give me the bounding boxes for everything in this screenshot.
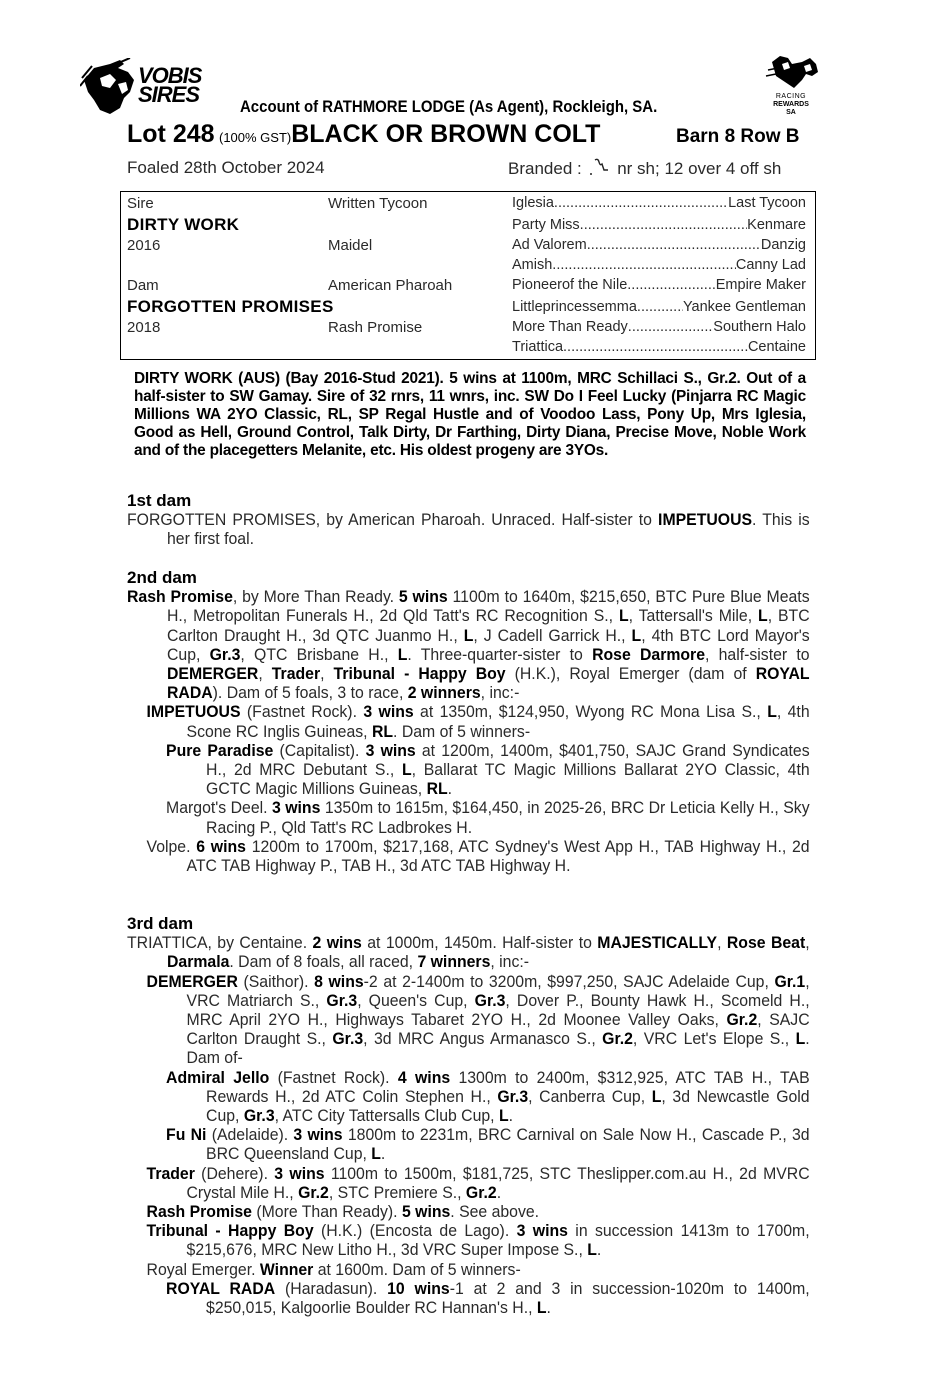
racehorse-icon <box>758 54 824 94</box>
branded-text: nr sh; 12 over 4 off sh <box>617 159 782 178</box>
third-dam-section <box>127 914 810 1317</box>
sire-dam: Maidel <box>328 237 373 254</box>
dam-name: FORGOTTEN PROMISES <box>127 297 334 316</box>
progeny-entry: Volpe. 6 wins 1200m to 1700m, $217,168, ATC Sydney's West App H., TAB Highway H., 2d ATC TAB Highway P., TAB H., 3d ATC TAB Highway H. <box>146 836 810 876</box>
progeny-entry: Admiral Jello (Fastnet Rock). 4 wins 1300m to 2400m, $312,925, ATC TAB H., TAB Rewards H., 2d ATC Colin Stephen H., Gr.3, Canberra Cup, L, 3d Newcastle Gold Cup, Gr.3, ATC City Tattersalls Club Cup, L. <box>166 1067 810 1126</box>
section-title: 3rd dam <box>127 914 194 933</box>
logo-line-1: VOBIS <box>138 63 202 88</box>
branded-info <box>508 158 781 179</box>
grandparent-row <box>512 195 806 211</box>
progeny-entry: Rash Promise (More Than Ready). 5 wins. See above. <box>146 1202 540 1222</box>
gp-right: Canny Lad <box>735 257 806 273</box>
sire-label: Sire <box>127 195 154 212</box>
grandparent-row <box>512 237 806 253</box>
gp-left: Triattica <box>512 339 564 355</box>
section-title: 2nd dam <box>127 568 197 587</box>
gp-left: Pioneerof the Nile <box>512 277 628 293</box>
sire-sire: Written Tycoon <box>328 195 428 212</box>
gp-left: Party Miss <box>512 217 580 233</box>
grandparent-row <box>512 217 806 233</box>
logo-line-2: SIRES <box>138 82 200 107</box>
progeny-entry: Royal Emerger. Winner at 1600m. Dam of 5 winners- <box>146 1259 521 1279</box>
grandparent-row <box>512 319 806 335</box>
progeny-entry: DEMERGER (Saithor). 8 wins-2 at 2-1400m to 3200m, $997,250, SAJC Adelaide Cup, Gr.1, VRC Matriarch S., Gr.3, Queen's Cup, Gr.3, Dover P., Bounty Hawk H., Scomeld H., MRC April 2YO H., Highways Tabaret 2YO H., 2d Moonee Valley Oaks, Gr.2, SAJC Carlton Draught S., Gr.3, 3d MRC Angus Armanasco S., Gr.2, VRC Let's Elope S., L. Dam of- <box>146 971 810 1068</box>
brand-mark-icon <box>586 158 612 176</box>
section-title: 1st dam <box>127 491 192 510</box>
grandparent-row <box>512 257 806 273</box>
dam-dam: Rash Promise <box>328 319 423 336</box>
gp-right: Southern Halo <box>713 319 806 335</box>
dam-entry: TRIATTICA, by Centaine. 2 wins at 1000m, 1450m. Half-sister to MAJESTICALLY, Rose Beat, Darmala. Dam of 8 foals, all raced, 7 winners, inc:- <box>127 933 810 972</box>
progeny-entry: ROYAL RADA (Haradasun). 10 wins-1 at 2 and 3 in succession-1020m to 1400m, $250,015, Kalgoorlie Boulder RC Hannan's H., L. <box>166 1278 810 1318</box>
first-dam-section <box>127 491 810 549</box>
gp-left: Littleprincessemma <box>512 299 637 315</box>
gp-right: Yankee Gentleman <box>682 299 806 315</box>
progeny-entry: Fu Ni (Adelaide). 3 wins 1800m to 2231m, BRC Carnival on Sale Now H., Cascade P., 3d BRC Queensland Cup, L. <box>166 1125 810 1164</box>
progeny-entry: Margot's Deel. 3 wins 1350m to 1615m, $164,450, in 2025-26, BRC Dr Leticia Kelly H., Sky Racing P., Qld Tatt's RC Ladbrokes H. <box>166 798 810 837</box>
progeny-entry: Trader (Dehere). 3 wins 1100m to 1500m, $181,725, STC Theslipper.com.au H., 2d MVRC Crystal Mile H., Gr.2, STC Premiere S., Gr.2. <box>146 1163 810 1202</box>
grandparent-row <box>512 299 806 315</box>
gp-right: Kenmare <box>747 217 806 233</box>
dam-entry: Rash Promise, by More Than Ready. 5 wins 1100m to 1640m, $215,650, BTC Pure Blue Meats H., Metropolitan Funerals H., 2d Qld Tatt's RC Recognition S., L, Tattersall's Mile, L, BTC Carlton Draught H., 3d QTC Juanmo H., L, J Cadell Garrick H., L, 4th BTC Lord Mayor's Cup, Gr.3, QTC Brisbane H., L. Three-quarter-sister to Rose Darmore, half-sister to DEMERGER, Trader, Tribunal - Happy Boy (H.K.), Royal Emerger (dam of ROYAL RADA). Dam of 5 foals, 3 to race, 2 winners, inc:- <box>127 587 810 703</box>
logo-line-1: RACING <box>775 93 807 100</box>
sire-name: DIRTY WORK <box>127 215 240 234</box>
gp-right: Centaine <box>747 339 806 355</box>
gst-note: (100% GST) <box>218 130 292 145</box>
jockey-horse-icon <box>80 58 140 116</box>
gp-left: Amish <box>512 257 553 273</box>
dam-year: 2018 <box>127 319 161 336</box>
vendor-account: Account of RATHMORE LODGE (As Agent), Rockleigh, SA. <box>240 97 658 116</box>
barn-location: Barn 8 Row B <box>676 126 800 147</box>
gp-right: Danzig <box>760 237 806 253</box>
progeny-entry: Tribunal - Happy Boy (H.K.) (Encosta de Lago). 3 wins in succession 1413m to 1700m, $215,676, MRC New Litho H., 3d VRC Super Impose S., L. <box>146 1221 810 1260</box>
lot-number: Lot 248 <box>127 120 215 148</box>
foaled-date: Foaled 28th October 2024 <box>127 158 325 177</box>
progeny-entry: IMPETUOUS (Fastnet Rock). 3 wins at 1350m, $124,950, Wyong RC Mona Lisa S., L, 4th Scone RC Inglis Guineas, RL. Dam of 5 winners- <box>146 702 810 741</box>
logo-line-3: SA <box>786 109 796 116</box>
gp-left: Iglesia <box>512 195 554 211</box>
colour-sex: BLACK OR BROWN COLT <box>291 120 601 148</box>
gp-left: Ad Valorem <box>512 237 587 253</box>
dam-entry: FORGOTTEN PROMISES, by American Pharoah. Unraced. Half-sister to IMPETUOUS. This is her first foal. <box>127 510 810 549</box>
lot-line <box>127 120 600 149</box>
pedigree-table <box>120 191 816 360</box>
progeny-entry: Pure Paradise (Capitalist). 3 wins at 1200m, 1400m, $401,750, SAJC Grand Syndicates H., 2d MRC Debutant S., L, Ballarat TC Magic Millions Ballarat 2YO Classic, 4th GCTC Magic Millions Guineas, RL. <box>166 740 810 799</box>
second-dam-section <box>127 568 810 875</box>
gp-right: Empire Maker <box>715 277 806 293</box>
gp-left: More Than Ready <box>512 319 628 335</box>
branded-label: Branded : <box>508 159 582 178</box>
grandparent-row <box>512 277 806 293</box>
racing-rewards-sa-logo <box>758 54 824 120</box>
sire-year: 2016 <box>127 237 161 254</box>
dam-label: Dam <box>127 277 159 294</box>
sire-summary: DIRTY WORK (AUS) (Bay 2016-Stud 2021). 5 wins at 1100m, MRC Schillaci S., Gr.2. Out of a half-sister to SW Gamay. Sire of 32 rnrs, 11 wnrs, inc. SW Do I Feel Lucky (Pinjarra RC Magic Millions WA 2YO Classic, RL, SP Regal Hustle and of Voodoo Lass, Pony Up, Mrs Iglesia, Good as Hell, Ground Control, Talk Dirty, Dr Farthing, Dirty Diana, Precise Move, Noble Work and of the placegetters Melanite, etc. His oldest progeny are 3YOs. <box>134 370 806 459</box>
grandparent-row <box>512 339 806 355</box>
gp-right: Last Tycoon <box>728 195 806 211</box>
dam-sire: American Pharoah <box>328 277 453 294</box>
vobis-sires-logo <box>80 58 220 118</box>
logo-line-2: REWARDS <box>773 101 809 108</box>
